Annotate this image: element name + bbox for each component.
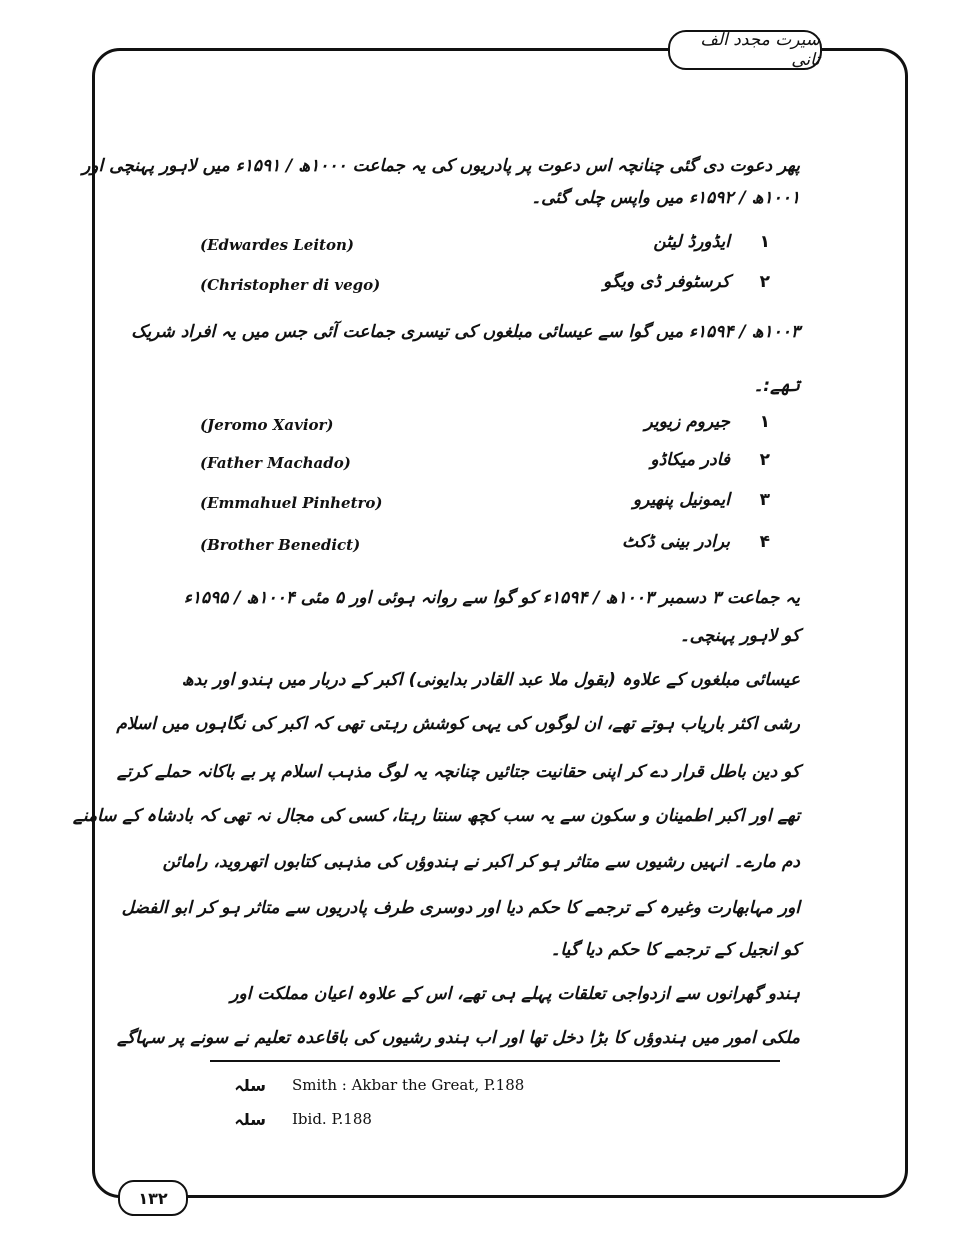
departure-line-1: یہ جماعت ۳ دسمبر ۱۰۰۳ھ / ۱۵۹۴ء کو گوا سے روانہ ہوئی اور ۵ مئی ۱۰۰۴ھ / ۱۵۹۵ء <box>183 588 800 608</box>
list-number: ۴ <box>759 532 770 552</box>
footnote-marker: سلہ <box>234 1110 266 1129</box>
list-urdu-name: ایمونیل پنھیرو <box>632 490 730 510</box>
main-line-4: تھے اور اکبر اطمینان و سکون سے یہ سب کچھ سنتا رہتا، کسی کی مجال نہ تھی کہ بادشاہ کے سامنے <box>72 806 800 826</box>
footnote-text: Smith : Akbar the Great, P.188 <box>292 1076 525 1094</box>
list-urdu-name: برادر بینی ڈکٹ <box>622 532 730 552</box>
list-number: ۲ <box>759 450 770 470</box>
list-item <box>180 232 770 266</box>
list-number: ۱ <box>759 232 770 252</box>
list-english-name: (Emmahuel Pinhetro) <box>200 494 383 512</box>
list-english-name: (Jeromo Xavior) <box>200 416 334 434</box>
list-number: ۳ <box>759 490 770 510</box>
list-urdu-name: جیروم زیویر <box>644 412 730 432</box>
list-english-name: (Christopher di vego) <box>200 276 381 294</box>
list-english-name: (Father Machado) <box>200 454 351 472</box>
footnote-text: Ibid. P.188 <box>292 1110 372 1128</box>
page-number-badge <box>118 1180 188 1216</box>
departure-line-2: کو لاہور پہنچی۔ <box>679 626 800 646</box>
list-urdu-name: ایڈورڈ لیٹن <box>653 232 730 252</box>
list-item <box>180 272 770 306</box>
list-item <box>180 532 770 566</box>
intro-line-1: پھر دعوت دی گئی چنانچہ اس دعوت پر پادریوں کی یہ جماعت ۱۰۰۰ھ / ۱۵۹۱ء میں لاہور پہنچی اور <box>82 156 800 176</box>
list-english-name: (Brother Benedict) <box>200 536 361 554</box>
main-line-5: دم مارے۔ انہیں رشیوں سے متاثر ہو کر اکبر نے ہندوؤں کی مذہبی کتابوں اتھروید، رامائن <box>162 852 800 872</box>
final-line-1: ہندو گھرانوں سے ازدواجی تعلقات پہلے ہی تھے، اس کے علاوہ اعیان مملکت اور <box>230 984 800 1004</box>
third-group-line-1: ۱۰۰۳ھ / ۱۵۹۴ء میں گوا سے عیسائی مبلغوں کی تیسری جماعت آئی جس میں یہ افراد شریک <box>131 322 800 342</box>
list-urdu-name: فادر میکاڈو <box>650 450 730 470</box>
list-english-name: (Edwardes Leiton) <box>200 236 354 254</box>
list-item <box>180 490 770 524</box>
list-number: ۱ <box>759 412 770 432</box>
list-number: ۲ <box>759 272 770 292</box>
intro-line-2: ۱۰۰۱ھ / ۱۵۹۲ء میں واپس چلی گئی۔ <box>531 188 800 208</box>
main-line-2: رشی اکثر باریاب ہوتے تھے، ان لوگوں کی یہی کوشش رہتی تھی کہ اکبر کی نگاہوں میں اسلام <box>116 714 800 734</box>
running-header-badge <box>668 30 822 70</box>
footnote-marker: سلہ <box>234 1076 266 1095</box>
final-line-2: ملکی امور میں ہندوؤں کا بڑا دخل تھا اور اب ہندو رشیوں کی باقاعدہ تعلیم نے سونے پر سہاگے <box>117 1028 800 1048</box>
main-line-3: کو دین باطل قرار دے کر اپنی حقانیت جتائیں چنانچہ یہ لوگ مذہب اسلام پر بے باکانہ حملے کرتے <box>116 762 800 782</box>
list-item <box>180 450 770 484</box>
third-group-line-2: تھے:۔ <box>753 376 800 396</box>
page-number: ۱۳۲ <box>138 1188 168 1208</box>
footnote-divider <box>210 1060 780 1062</box>
main-line-1: عیسائی مبلغوں کے علاوہ (بقول ملا عبد القادر بدایونی) اکبر کے دربار میں ہندو اور بدھ <box>181 670 800 690</box>
main-line-6: اور مہابھارت وغیرہ کے ترجمے کا حکم دیا اور دوسری طرف پادریوں سے متاثر ہو کر ابو الفضل <box>121 898 800 918</box>
book-title: سیرت مجدد الف ثانی <box>700 30 820 70</box>
list-item <box>180 412 770 446</box>
main-line-7: کو انجیل کے ترجمے کا حکم دیا گیا۔ <box>550 940 800 960</box>
list-urdu-name: کرسٹوفر ڈی ویگو <box>603 272 730 292</box>
